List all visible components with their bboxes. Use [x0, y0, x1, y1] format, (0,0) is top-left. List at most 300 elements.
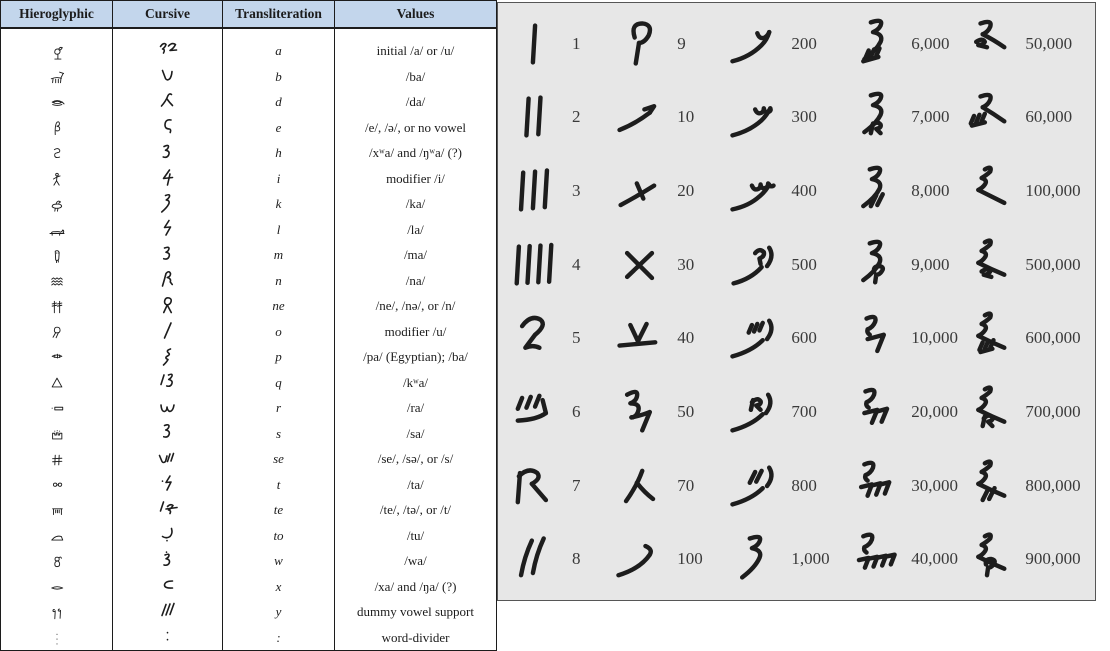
- meroitic-cursive-q-icon: [151, 370, 185, 395]
- meroitic-numeral-10-icon: [610, 90, 668, 144]
- numeral-value-label: 600,000: [1025, 328, 1081, 348]
- numeral-pair: [609, 311, 723, 365]
- numeral-value-label: 7: [572, 475, 581, 495]
- meroitic-cursive-m-icon: [151, 243, 185, 268]
- numeral-pair: [723, 459, 843, 513]
- numeral-value-label: 20,000: [911, 401, 959, 421]
- meroitic-hieroglyph-y-icon: [44, 602, 70, 624]
- numeral-glyph-box: [723, 164, 783, 218]
- numeral-value-label: 100,000: [1025, 181, 1081, 201]
- numeral-pair: [957, 17, 1089, 71]
- values-cell: /e/, /ə/, or no vowel: [335, 115, 497, 141]
- meroitic-hieroglyph-to-icon: [44, 526, 70, 548]
- numeral-glyph-box: [957, 385, 1017, 439]
- values-cell: modifier /i/: [335, 166, 497, 192]
- numeral-pair: [843, 17, 957, 71]
- numeral-pair: [843, 90, 957, 144]
- meroitic-numeral-700000-icon: [958, 385, 1016, 439]
- meroitic-hieroglyph-s-icon: [44, 424, 70, 446]
- values-cell: /na/: [335, 268, 497, 294]
- letter-row: [1, 421, 497, 447]
- transliteration-cell: o: [223, 319, 335, 345]
- transliteration-cell: to: [223, 523, 335, 549]
- numeral-glyph-box: [723, 385, 783, 439]
- numeral-glyph-box: [957, 164, 1017, 218]
- cursive-cell: [113, 599, 223, 625]
- cursive-cell: [113, 446, 223, 472]
- col-header-hieroglyphic: Hieroglyphic: [1, 1, 113, 29]
- values-cell: /la/: [335, 217, 497, 243]
- letter-row: [1, 191, 497, 217]
- numeral-value-label: 10: [677, 107, 695, 127]
- numerals-panel: [497, 2, 1096, 601]
- transliteration-cell: a: [223, 28, 335, 64]
- values-cell: /ra/: [335, 395, 497, 421]
- numeral-value-label: 500,000: [1025, 254, 1081, 274]
- meroitic-hieroglyph-h-icon: [44, 143, 70, 165]
- meroitic-numeral-800000-icon: [958, 459, 1016, 513]
- numeral-glyph-box: [957, 532, 1017, 586]
- numeral-pair: [609, 238, 723, 292]
- numeral-pair: [504, 311, 609, 365]
- numeral-pair: [504, 17, 609, 71]
- meroitic-numeral-400-icon: [724, 164, 782, 218]
- meroitic-numeral-6000-icon: [844, 17, 902, 71]
- numeral-glyph-box: [504, 311, 564, 365]
- cursive-cell: [113, 64, 223, 90]
- meroitic-numeral-7-icon: [505, 459, 563, 513]
- numeral-value-label: 500: [791, 254, 817, 274]
- hieroglyphic-cell: [1, 166, 113, 192]
- letter-row: [1, 344, 497, 370]
- letter-row: [1, 268, 497, 294]
- numeral-pair: [843, 385, 957, 439]
- numeral-value-label: 700,000: [1025, 401, 1081, 421]
- meroitic-hieroglyph-d-icon: [44, 92, 70, 114]
- meroitic-hieroglyph-e-icon: [44, 117, 70, 139]
- numeral-pair: [957, 164, 1089, 218]
- meroitic-numeral-900000-icon: [958, 532, 1016, 586]
- numeral-glyph-box: [843, 17, 903, 71]
- numeral-pair: [843, 532, 957, 586]
- letter-row: [1, 115, 497, 141]
- transliteration-cell: :: [223, 625, 335, 651]
- numeral-pair: [609, 385, 723, 439]
- meroitic-hieroglyph-k-icon: [44, 194, 70, 216]
- meroitic-numeral-2-icon: [505, 90, 563, 144]
- letter-row: [1, 523, 497, 549]
- meroitic-numeral-800-icon: [724, 459, 782, 513]
- numeral-glyph-box: [957, 17, 1017, 71]
- cursive-cell: [113, 319, 223, 345]
- numeral-pair: [609, 459, 723, 513]
- meroitic-cursive-a-icon: [151, 39, 185, 64]
- numeral-value-label: 100: [677, 549, 703, 569]
- values-cell: /ne/, /nə/, or /n/: [335, 293, 497, 319]
- numeral-glyph-box: [504, 90, 564, 144]
- letter-row: [1, 446, 497, 472]
- letter-row: [1, 217, 497, 243]
- cursive-cell: [113, 89, 223, 115]
- numeral-row: [504, 81, 1089, 155]
- meroitic-cursive-x-icon: [151, 574, 185, 599]
- numeral-value-label: 8: [572, 549, 581, 569]
- numeral-glyph-box: [843, 90, 903, 144]
- numeral-value-label: 5: [572, 328, 581, 348]
- meroitic-numeral-8-icon: [505, 532, 563, 586]
- meroitic-cursive-t-icon: [151, 472, 185, 497]
- numeral-value-label: 2: [572, 107, 581, 127]
- transliteration-cell: b: [223, 64, 335, 90]
- transliteration-cell: s: [223, 421, 335, 447]
- meroitic-numeral-7000-icon: [844, 90, 902, 144]
- meroitic-numeral-40000-icon: [844, 532, 902, 586]
- cursive-cell: [113, 625, 223, 651]
- meroitic-hieroglyph-te-icon: [44, 500, 70, 522]
- hieroglyphic-cell: [1, 344, 113, 370]
- cursive-cell: [113, 395, 223, 421]
- meroitic-hieroglyph-i-icon: [44, 168, 70, 190]
- numeral-pair: [957, 90, 1089, 144]
- numeral-value-label: 1: [572, 33, 581, 53]
- numeral-glyph-box: [609, 238, 669, 292]
- meroitic-hieroglyph-n-icon: [44, 270, 70, 292]
- letter-row: [1, 574, 497, 600]
- hieroglyphic-cell: [1, 242, 113, 268]
- numeral-value-label: 6: [572, 401, 581, 421]
- meroitic-numeral-600-icon: [724, 311, 782, 365]
- numeral-value-label: 3: [572, 181, 581, 201]
- numeral-value-label: 8,000: [911, 181, 950, 201]
- numeral-glyph-box: [843, 532, 903, 586]
- values-cell: word-divider: [335, 625, 497, 651]
- numeral-row: [504, 228, 1089, 302]
- meroitic-numeral-300-icon: [724, 90, 782, 144]
- numeral-value-label: 700: [791, 401, 817, 421]
- numeral-glyph-box: [504, 532, 564, 586]
- hieroglyphic-cell: [1, 191, 113, 217]
- cursive-cell: [113, 548, 223, 574]
- transliteration-cell: i: [223, 166, 335, 192]
- numeral-pair: [957, 385, 1089, 439]
- meroitic-cursive-i-icon: [151, 166, 185, 191]
- meroitic-numeral-40-icon: [610, 311, 668, 365]
- letter-row: [1, 293, 497, 319]
- meroitic-hieroglyph-m-icon: [44, 245, 70, 267]
- numeral-row: [504, 522, 1089, 596]
- meroitic-hieroglyph-t-icon: [44, 475, 70, 497]
- transliteration-cell: n: [223, 268, 335, 294]
- numeral-glyph-box: [504, 238, 564, 292]
- meroitic-numeral-50000-icon: [958, 17, 1016, 71]
- hieroglyphic-cell: [1, 370, 113, 396]
- numeral-glyph-box: [843, 311, 903, 365]
- cursive-cell: [113, 293, 223, 319]
- meroitic-numeral-20000-icon: [844, 385, 902, 439]
- meroitic-cursive-to-icon: [151, 523, 185, 548]
- numeral-glyph-box: [504, 17, 564, 71]
- numeral-value-label: 50: [677, 401, 695, 421]
- meroitic-numeral-30-icon: [610, 238, 668, 292]
- transliteration-cell: y: [223, 599, 335, 625]
- numeral-pair: [504, 90, 609, 144]
- hieroglyphic-cell: [1, 574, 113, 600]
- transliteration-cell: h: [223, 140, 335, 166]
- meroitic-hieroglyph-a-icon: [44, 41, 70, 63]
- hieroglyphic-cell: [1, 599, 113, 625]
- values-cell: /ba/: [335, 64, 497, 90]
- numeral-value-label: 70: [677, 475, 695, 495]
- cursive-cell: [113, 166, 223, 192]
- letter-row: [1, 625, 497, 651]
- meroitic-cursive-r-icon: [151, 396, 185, 421]
- numeral-glyph-box: [609, 311, 669, 365]
- meroitic-cursive-se-icon: [151, 447, 185, 472]
- values-cell: /xʷa/ and /ŋʷa/ (?): [335, 140, 497, 166]
- meroitic-numeral-9-icon: [610, 17, 668, 71]
- numeral-pair: [504, 459, 609, 513]
- transliteration-cell: x: [223, 574, 335, 600]
- meroitic-hieroglyph-b-icon: [44, 66, 70, 88]
- hieroglyphic-cell: [1, 140, 113, 166]
- numeral-row: [504, 7, 1089, 81]
- meroitic-hieroglyph-w-icon: [44, 551, 70, 573]
- hieroglyphic-cell: [1, 421, 113, 447]
- hieroglyphic-cell: [1, 319, 113, 345]
- meroitic-cursive-ne-icon: [151, 294, 185, 319]
- numeral-pair: [609, 532, 723, 586]
- numeral-value-label: 20: [677, 181, 695, 201]
- numeral-value-label: 9: [677, 33, 686, 53]
- numeral-value-label: 50,000: [1025, 33, 1073, 53]
- numeral-pair: [843, 459, 957, 513]
- meroitic-cursive-h-icon: [151, 141, 185, 166]
- numeral-pair: [504, 385, 609, 439]
- values-cell: /da/: [335, 89, 497, 115]
- numeral-pair: [957, 459, 1089, 513]
- meroitic-numeral-10000-icon: [844, 311, 902, 365]
- hieroglyphic-cell: [1, 395, 113, 421]
- cursive-cell: [113, 344, 223, 370]
- meroitic-hieroglyph-r-icon: [44, 398, 70, 420]
- letters-table: [0, 0, 497, 651]
- meroitic-numeral-20-icon: [610, 164, 668, 218]
- numeral-pair: [723, 532, 843, 586]
- letter-row: [1, 395, 497, 421]
- meroitic-cursive-d-icon: [151, 90, 185, 115]
- meroitic-numeral-1-icon: [505, 17, 563, 71]
- letter-row: [1, 548, 497, 574]
- numeral-glyph-box: [504, 164, 564, 218]
- values-cell: /te/, /tə/, or /t/: [335, 497, 497, 523]
- values-cell: /kʷa/: [335, 370, 497, 396]
- meroitic-cursive-te-icon: [151, 498, 185, 523]
- transliteration-cell: t: [223, 472, 335, 498]
- numeral-glyph-box: [843, 385, 903, 439]
- cursive-cell: [113, 370, 223, 396]
- meroitic-hieroglyph-p-icon: [44, 347, 70, 369]
- meroitic-cursive-n-icon: [151, 268, 185, 293]
- numeral-pair: [504, 532, 609, 586]
- meroitic-cursive-s-icon: [151, 421, 185, 446]
- meroitic-numeral-8000-icon: [844, 164, 902, 218]
- hieroglyphic-cell: [1, 64, 113, 90]
- numeral-value-label: 600: [791, 328, 817, 348]
- transliteration-cell: se: [223, 446, 335, 472]
- numeral-pair: [609, 164, 723, 218]
- letters-table-header-row: [1, 1, 497, 29]
- transliteration-cell: w: [223, 548, 335, 574]
- values-cell: /xa/ and /ŋa/ (?): [335, 574, 497, 600]
- meroitic-numeral-50-icon: [610, 385, 668, 439]
- values-cell: /pa/ (Egyptian); /ba/: [335, 344, 497, 370]
- transliteration-cell: l: [223, 217, 335, 243]
- cursive-cell: [113, 217, 223, 243]
- numeral-value-label: 300: [791, 107, 817, 127]
- numeral-value-label: 200: [791, 33, 817, 53]
- transliteration-cell: q: [223, 370, 335, 396]
- numeral-value-label: 900,000: [1025, 549, 1081, 569]
- meroitic-hieroglyph-q-icon: [44, 372, 70, 394]
- hieroglyphic-cell: [1, 293, 113, 319]
- col-header-values: Values: [335, 1, 497, 29]
- transliteration-cell: te: [223, 497, 335, 523]
- numeral-glyph-box: [723, 238, 783, 292]
- hieroglyphic-cell: [1, 89, 113, 115]
- letter-row: [1, 472, 497, 498]
- numeral-glyph-box: [723, 459, 783, 513]
- numeral-glyph-box: [609, 17, 669, 71]
- numeral-pair: [723, 385, 843, 439]
- numeral-glyph-box: [957, 459, 1017, 513]
- meroitic-numeral-5-icon: [505, 311, 563, 365]
- cursive-cell: [113, 268, 223, 294]
- numeral-pair: [723, 238, 843, 292]
- numeral-pair: [957, 238, 1089, 292]
- meroitic-cursive-p-icon: [151, 345, 185, 370]
- meroitic-cursive-w-icon: [151, 549, 185, 574]
- meroitic-numeral-1000-icon: [724, 532, 782, 586]
- hieroglyphic-cell: [1, 28, 113, 64]
- numeral-pair: [843, 164, 957, 218]
- numeral-row: [504, 449, 1089, 523]
- numeral-value-label: 6,000: [911, 33, 950, 53]
- letter-row: [1, 242, 497, 268]
- transliteration-cell: ne: [223, 293, 335, 319]
- hieroglyphic-cell: [1, 548, 113, 574]
- meroitic-cursive-l-icon: [151, 217, 185, 242]
- numeral-pair: [957, 532, 1089, 586]
- numeral-pair: [843, 311, 957, 365]
- numeral-value-label: 7,000: [911, 107, 950, 127]
- values-cell: /tu/: [335, 523, 497, 549]
- numeral-value-label: 60,000: [1025, 107, 1073, 127]
- numeral-glyph-box: [609, 385, 669, 439]
- letter-row: [1, 64, 497, 90]
- numeral-pair: [504, 164, 609, 218]
- meroitic-cursive-y-icon: [151, 600, 185, 625]
- cursive-cell: [113, 497, 223, 523]
- values-cell: /se/, /sə/, or /s/: [335, 446, 497, 472]
- numeral-row: [504, 375, 1089, 449]
- meroitic-numeral-60000-icon: [958, 90, 1016, 144]
- transliteration-cell: e: [223, 115, 335, 141]
- transliteration-cell: m: [223, 242, 335, 268]
- letter-row: [1, 599, 497, 625]
- values-cell: /ma/: [335, 242, 497, 268]
- meroitic-cursive-div-icon: [151, 625, 185, 650]
- transliteration-cell: p: [223, 344, 335, 370]
- col-header-cursive: Cursive: [113, 1, 223, 29]
- cursive-cell: [113, 28, 223, 64]
- meroitic-hieroglyph-se-icon: [44, 449, 70, 471]
- transliteration-cell: d: [223, 89, 335, 115]
- letter-row: [1, 370, 497, 396]
- numeral-glyph-box: [609, 532, 669, 586]
- numeral-glyph-box: [723, 17, 783, 71]
- cursive-cell: [113, 115, 223, 141]
- meroitic-hieroglyph-div-icon: [44, 628, 70, 650]
- meroitic-cursive-e-icon: [151, 115, 185, 140]
- numeral-value-label: 40,000: [911, 549, 959, 569]
- numeral-value-label: 1,000: [791, 549, 830, 569]
- col-header-transliteration: Transliteration: [223, 1, 335, 29]
- numeral-glyph-box: [723, 311, 783, 365]
- values-cell: dummy vowel support: [335, 599, 497, 625]
- numeral-glyph-box: [843, 164, 903, 218]
- numeral-pair: [723, 311, 843, 365]
- numeral-pair: [957, 311, 1089, 365]
- meroitic-hieroglyph-ne-icon: [44, 296, 70, 318]
- hieroglyphic-cell: [1, 472, 113, 498]
- numeral-value-label: 800: [791, 475, 817, 495]
- cursive-cell: [113, 242, 223, 268]
- hieroglyphic-cell: [1, 497, 113, 523]
- values-cell: /ta/: [335, 472, 497, 498]
- meroitic-numeral-500000-icon: [958, 238, 1016, 292]
- meroitic-hieroglyph-o-icon: [44, 321, 70, 343]
- values-cell: /sa/: [335, 421, 497, 447]
- numeral-glyph-box: [609, 90, 669, 144]
- values-cell: /ka/: [335, 191, 497, 217]
- hieroglyphic-cell: [1, 446, 113, 472]
- letter-row: [1, 28, 497, 64]
- letter-row: [1, 497, 497, 523]
- numeral-glyph-box: [609, 459, 669, 513]
- numeral-row: [504, 154, 1089, 228]
- cursive-cell: [113, 472, 223, 498]
- meroitic-numeral-100000-icon: [958, 164, 1016, 218]
- meroitic-numeral-100-icon: [610, 532, 668, 586]
- numeral-value-label: 30: [677, 254, 695, 274]
- numeral-glyph-box: [957, 90, 1017, 144]
- meroitic-numeral-3-icon: [505, 164, 563, 218]
- meroitic-numeral-600000-icon: [958, 311, 1016, 365]
- numeral-glyph-box: [843, 238, 903, 292]
- meroitic-numeral-6-icon: [505, 385, 563, 439]
- numeral-glyph-box: [723, 532, 783, 586]
- numeral-glyph-box: [723, 90, 783, 144]
- numeral-value-label: 30,000: [911, 475, 959, 495]
- cursive-cell: [113, 140, 223, 166]
- numeral-row: [504, 302, 1089, 376]
- meroitic-cursive-b-icon: [151, 64, 185, 89]
- meroitic-numeral-30000-icon: [844, 459, 902, 513]
- numeral-value-label: 800,000: [1025, 475, 1081, 495]
- numeral-value-label: 400: [791, 181, 817, 201]
- letter-row: [1, 89, 497, 115]
- numeral-glyph-box: [504, 385, 564, 439]
